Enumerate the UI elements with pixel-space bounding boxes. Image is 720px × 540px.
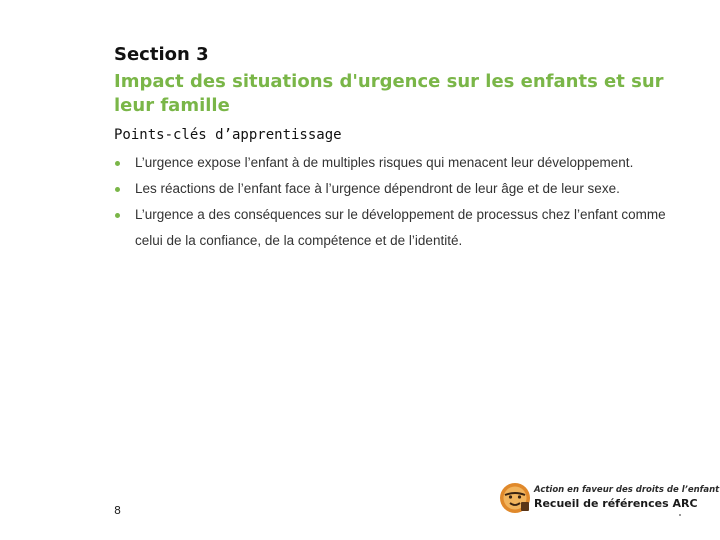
list-item (114, 176, 684, 202)
learning-points-heading: Points-clés d’apprentissage (114, 127, 342, 143)
learning-points-list (114, 150, 684, 254)
list-item-text: Les réactions de l’enfant face à l’urgence dépendront de leur âge et de leur sexe. (135, 181, 620, 196)
arc-logo (499, 482, 720, 516)
list-item-text: L’urgence a des conséquences sur le développement de processus chez l’enfant comme celui de la confiance, de la compétence et de l’identité. (135, 207, 666, 248)
bullet-dot-icon (115, 187, 120, 192)
arc-face-logo-icon (499, 482, 531, 514)
bullet-dot-icon (115, 213, 120, 218)
list-item (114, 202, 684, 254)
bullet-dot-icon (115, 161, 120, 166)
corner-mark (679, 514, 681, 516)
section-title: Impact des situations d'urgence sur les enfants et sur leur famille (114, 71, 664, 116)
list-item-text: L’urgence expose l’enfant à de multiples risques qui menacent leur développement. (135, 155, 634, 170)
page-number: 8 (114, 504, 121, 517)
list-item (114, 150, 684, 176)
logo-tagline: Action en faveur des droits de l’enfant (534, 485, 720, 495)
section-label: Section 3 (114, 44, 209, 65)
logo-title: Recueil de références ARC (534, 497, 698, 510)
